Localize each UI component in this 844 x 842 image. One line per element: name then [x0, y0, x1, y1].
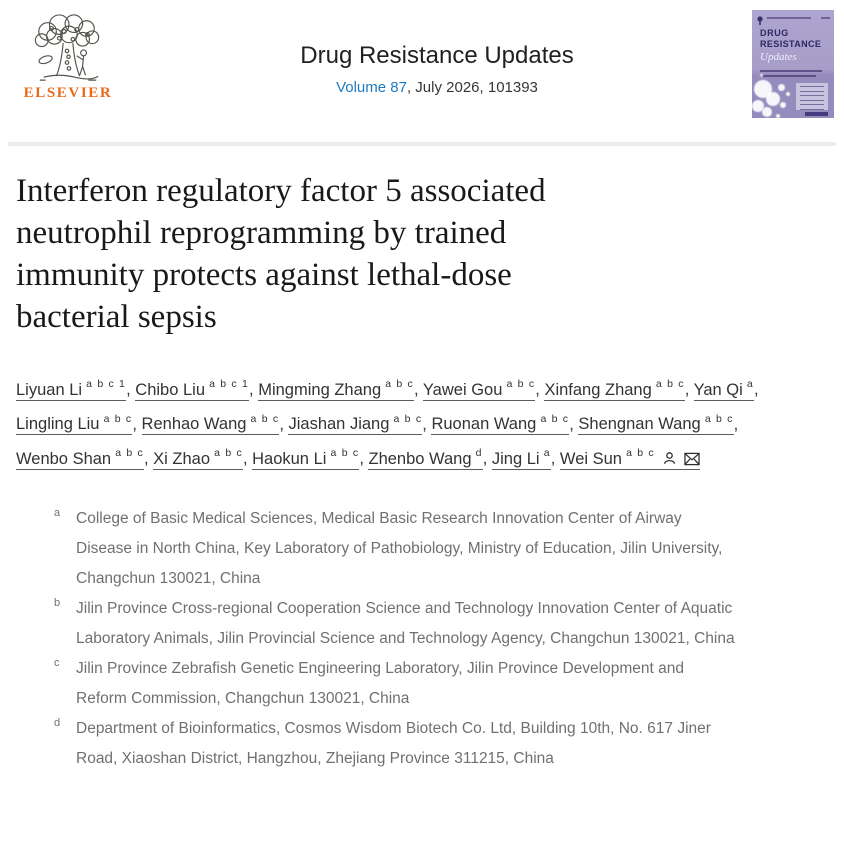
author-affiliation-sup: a [742, 378, 754, 390]
author-separator: , [132, 415, 142, 433]
elsevier-tree-icon [14, 12, 122, 84]
author-link[interactable] [693, 378, 754, 401]
author-name: Mingming Zhang [258, 380, 382, 399]
author-affiliation-sup: a b c [210, 447, 243, 459]
affiliation-text: Jilin Province Zebrafish Genetic Engineering Laboratory, Jilin Province Development and Reform Commission, Changchun 130021, China [76, 659, 684, 707]
author-name: Xi Zhao [153, 449, 211, 468]
author-separator: , [249, 380, 259, 399]
cover-subtitle-line [760, 75, 816, 77]
author-link[interactable] [16, 447, 144, 470]
cover-abstract-panel [796, 83, 828, 110]
author-link[interactable] [422, 378, 536, 401]
affiliation-label: a [54, 506, 61, 519]
author-separator: , [422, 415, 432, 433]
journal-cover-image [752, 10, 834, 118]
cover-snowflake-art [778, 84, 785, 91]
article-title-line: bacterial sepsis [16, 299, 217, 335]
author-affiliation-sup: d [471, 447, 483, 459]
author-separator: , [733, 415, 739, 433]
cover-snowflake-art [762, 107, 772, 117]
issue-info: , July 2026, 101393 [406, 79, 538, 96]
affiliation-list [54, 504, 828, 774]
author-affiliation-sup: a b c [389, 412, 423, 425]
author-affiliation-sup: a b c [99, 412, 133, 425]
author-link[interactable] [431, 412, 570, 435]
author-name: Yawei Gou [422, 380, 503, 399]
elsevier-wordmark: ELSEVIER [23, 85, 113, 101]
cover-title-word-2: RESISTANCE [760, 39, 822, 49]
author-link[interactable] [141, 412, 280, 435]
author-affiliation-sup: a b c [700, 412, 734, 425]
author-affiliation-sup: a b c 1 [205, 378, 250, 390]
author-link[interactable] [135, 378, 250, 401]
author-name: Renhao Wang [141, 415, 247, 433]
author-separator: , [359, 449, 369, 468]
author-affiliation-sup: a b c 1 [82, 378, 127, 390]
author-name: Liyuan Li [16, 380, 83, 399]
author-name: Yan Qi [693, 380, 743, 399]
author-separator: , [126, 380, 136, 399]
author-name: Shengnan Wang [578, 415, 701, 433]
author-separator: , [569, 415, 579, 433]
author-name: Wenbo Shan [16, 449, 112, 468]
header-divider [8, 142, 836, 146]
cover-snowflake-art [786, 92, 790, 96]
cover-snowflake-art [780, 102, 786, 108]
affiliation-label: b [54, 596, 61, 609]
cover-elsevier-mark-icon [756, 13, 764, 23]
article-title-line: Interferon regulatory factor 5 associated [16, 173, 546, 209]
envelope-icon[interactable] [684, 452, 700, 466]
author-separator: , [684, 380, 694, 399]
author-affiliation-sup: a b c [246, 412, 280, 425]
cover-tiny-text-line [767, 17, 811, 19]
affiliation-row [54, 714, 828, 774]
author-affiliation-sup: a b c [621, 447, 655, 459]
author-separator: , [482, 449, 492, 468]
journal-cover-thumbnail[interactable] [752, 10, 834, 122]
author-separator: , [550, 449, 560, 468]
author-affiliation-sup: a [539, 447, 551, 459]
affiliation-row [54, 594, 828, 654]
author-name: Haokun Li [252, 449, 327, 468]
author-name: Wei Sun [559, 449, 622, 468]
author-link[interactable] [288, 412, 423, 435]
cover-snowflake-art [766, 92, 780, 106]
author-affiliation-sup: a b c [651, 378, 685, 390]
author-name: Jing Li [491, 449, 540, 468]
author-link[interactable] [544, 378, 685, 401]
author-name: Xinfang Zhang [544, 380, 652, 399]
author-separator: , [753, 380, 759, 399]
author-name: Jiashan Jiang [288, 415, 390, 433]
author-separator: , [279, 415, 289, 433]
author-separator: , [242, 449, 253, 468]
author-affiliation-sup: a b c [502, 378, 536, 390]
affiliation-text: College of Basic Medical Sciences, Medical Basic Research Innovation Center of Airway Disease in North China, Key Laboratory of Pathobiology, Ministry of Education, Jilin University, Changchun 130021, China [76, 509, 723, 587]
affiliation-row [54, 504, 828, 594]
article-title-line: immunity protects against lethal-dose [16, 257, 512, 293]
author-separator: , [414, 380, 423, 399]
author-name: Ruonan Wang [431, 415, 537, 433]
author-link[interactable] [16, 412, 133, 435]
cover-title-word-3: Updates [760, 51, 797, 63]
article-title [16, 170, 828, 338]
author-name: Zhenbo Wang [368, 449, 472, 468]
author-affiliation-sup: a b c [326, 447, 360, 459]
affiliation-text: Department of Bioinformatics, Cosmos Wisdom Biotech Co. Ltd, Building 10th, No. 617 Jiner Road, Xiaoshan District, Hangzhou, Zhejiang Province 311215, China [76, 719, 711, 767]
cover-snowflake-art [760, 74, 763, 77]
elsevier-logo[interactable] [14, 10, 122, 102]
author-separator: , [535, 380, 545, 399]
author-separator: , [144, 449, 154, 468]
author-affiliation-sup: a b c [111, 447, 144, 459]
affiliation-row [54, 654, 828, 714]
author-link[interactable] [559, 447, 700, 470]
affiliation-label: c [54, 656, 60, 669]
cover-snowflake-art [776, 114, 780, 118]
author-name: Lingling Liu [16, 415, 100, 433]
author-link[interactable] [258, 378, 415, 401]
author-link[interactable] [16, 378, 127, 401]
article-title-line: neutrophil reprogramming by trained [16, 215, 507, 251]
author-link[interactable] [368, 447, 483, 470]
journal-title-link[interactable]: Drug Resistance Updates [300, 42, 574, 69]
author-link[interactable] [578, 412, 734, 435]
journal-header [0, 0, 844, 124]
author-list [16, 370, 830, 474]
author-link[interactable] [491, 447, 551, 470]
affiliation-label: d [54, 716, 61, 729]
author-affiliation-sup: a b c [381, 378, 415, 390]
cover-publisher-badge [805, 112, 828, 116]
author-affiliation-sup: a b c [536, 412, 570, 425]
cover-title-word-1: DRUG [760, 28, 789, 38]
author-link[interactable] [252, 447, 360, 470]
affiliation-text: Jilin Province Cross-regional Cooperation Science and Technology Innovation Center of Aquatic Laboratory Animals, Jilin Provincial Science and Technology Agency, Changchun 130021, China [76, 599, 735, 647]
volume-link[interactable]: Volume 87 [336, 79, 407, 96]
journal-banner [122, 10, 752, 96]
person-icon[interactable] [662, 451, 677, 466]
cover-subtitle-line [760, 70, 822, 72]
cover-tiny-text-line [821, 17, 830, 19]
author-name: Chibo Liu [135, 380, 205, 399]
author-link[interactable] [153, 447, 243, 470]
volume-issue-line [122, 79, 752, 96]
